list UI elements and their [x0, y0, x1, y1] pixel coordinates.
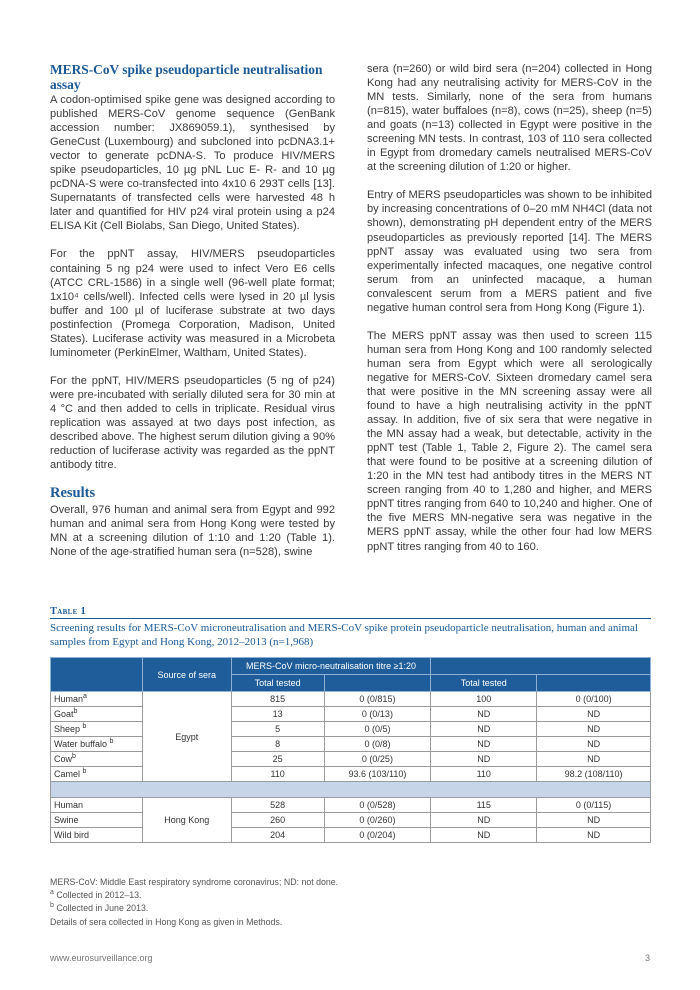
- cell-species: Goat$^b$: [51, 707, 143, 722]
- cell-mn-result: 0 (0/815): [324, 692, 431, 707]
- table-row: [51, 828, 651, 843]
- cell-pp-result: ND: [537, 813, 651, 828]
- section-heading-results: Results: [50, 485, 96, 502]
- table-1-block: [50, 606, 651, 843]
- cell-species: Camel $^b$: [51, 767, 143, 782]
- cell-species: Swine: [51, 813, 143, 828]
- header-mn-titre: MERS-CoV micro-neutralisation titre ≥1:20: [231, 658, 431, 675]
- table-row: [51, 692, 651, 707]
- cell-pp-result: 0 (0/115): [537, 798, 651, 813]
- header-total-tested: Total tested: [231, 675, 324, 692]
- cell-pp-result: ND: [537, 752, 651, 767]
- cell-mn-result: 0 (0/8): [324, 737, 431, 752]
- header-empty: [537, 675, 651, 692]
- cell-mn-result: 0 (0/260): [324, 813, 431, 828]
- cell-pp-result: ND: [537, 828, 651, 843]
- cell-total-tested: 25: [231, 752, 324, 767]
- cell-mn-result: 0 (0/528): [324, 798, 431, 813]
- right-column: [367, 62, 652, 568]
- cell-species: Cow$^b$: [51, 752, 143, 767]
- cell-species: Wild bird: [51, 828, 143, 843]
- cell-pp-total-tested: ND: [431, 813, 537, 828]
- footer-url[interactable]: www.eurosurveillance.org: [50, 953, 153, 963]
- footnote-details: Details of sera collected in Hong Kong as given in Methods.: [50, 916, 283, 927]
- table-row: [51, 722, 651, 737]
- cell-pp-total-tested: ND: [431, 737, 537, 752]
- paragraph: For the ppNT, HIV/MERS pseudoparticles (5 ng of p24) were pre-incubated with serially diluted sera for 30 min at 4 °C and then added to cells in triplicate. Residual virus replication was assayed at two days post infection, as described above. The highest serum dilution giving a 90% reduction of luciferase activity was regarded as the ppNT antibody titre.: [50, 374, 335, 472]
- cell-mn-result: 93.6 (103/110): [324, 767, 431, 782]
- cell-total-tested: 13: [231, 707, 324, 722]
- cell-species: Sheep $^b$: [51, 722, 143, 737]
- table-label: Table 1: [50, 606, 651, 619]
- left-column: [50, 62, 335, 573]
- cell-pp-total-tested: ND: [431, 722, 537, 737]
- egypt-rows: [51, 692, 651, 782]
- cell-total-tested: 528: [231, 798, 324, 813]
- cell-source: Hong Kong: [142, 798, 231, 843]
- hong-kong-rows: [51, 798, 651, 843]
- cell-pp-result: ND: [537, 707, 651, 722]
- header-source: Source of sera: [142, 658, 231, 692]
- paragraph: Overall, 976 human and animal sera from Egypt and 992 human and animal sera from Hong Kong were tested by MN at a screening dilution of 1:10 and 1:20 (Table 1). None of the age-stratified human sera (n=528), swine: [50, 504, 335, 559]
- cell-total-tested: 8: [231, 737, 324, 752]
- separator-row: [51, 782, 651, 798]
- section-heading-ppnt-assay: MERS-CoV spike pseudoparticle neutralisation assay: [50, 62, 323, 92]
- table-footnotes: [50, 876, 650, 929]
- table-row: [51, 813, 651, 828]
- cell-pp-result: ND: [537, 737, 651, 752]
- header-empty: [51, 658, 143, 692]
- page-number: 3: [644, 953, 650, 963]
- cell-total-tested: 260: [231, 813, 324, 828]
- footnote-abbreviations: MERS-CoV: Middle East respiratory syndrome coronavirus; ND: not done.: [50, 877, 339, 887]
- cell-total-tested: 204: [231, 828, 324, 843]
- table-row: [51, 737, 651, 752]
- paragraph: sera (n=260) or wild bird sera (n=204) collected in Hong Kong had any neutralising activity for MERS-CoV in the MN tests. Similarly, none of the sera from humans (n=815), water buffaloes (n=8), cows (n=25), sheep (n=5) and goats (n=13) collected in Egypt were positive in the screening MN tests. In contrast, 103 of 110 sera collected in Egypt from dromedary camels neutralised MERS-CoV at the screening dilution of 1:20 or higher.: [367, 63, 652, 174]
- cell-pp-total-tested: ND: [431, 707, 537, 722]
- page-footer: [50, 953, 650, 963]
- table-row: [51, 707, 651, 722]
- cell-mn-result: 0 (0/204): [324, 828, 431, 843]
- paragraph: The MERS ppNT assay was then used to screen 115 human sera from Hong Kong and 100 randomly selected human sera from Egypt which were all serologically negative for MERS-CoV. Sixteen dromedary camel sera that were positive in the MN screening assay were all found to have a high neutralising activity in the ppNT assay. In addition, five of six sera that were negative in the MN assay had a weak, but detectable, activity in the ppNT test (Table 1, Table 2, Figure 2). The camel sera that were found to be positive at a screening dilution of 1:20 in the MN test had antibody titres in the MERS NT screen ranging from 40 to 1,280 and higher, and MERS ppNT titres ranging from 640 to 10,240 and higher. One of the five MERS MN-negative sera was negative in the MERS ppNT assay, while the other four had low MERS ppNT titres ranging from 40 to 160.: [367, 329, 652, 553]
- separator-rows: [51, 782, 651, 798]
- paragraph: Entry of MERS pseudoparticles was shown to be inhibited by increasing concentrations of 0–20 mM NH4Cl (data not shown), demonstrating pH dependent entry of the MERS pseudoparticles as previously reported [14]. The MERS ppNT assay was evaluated using two sera from experimentally infected macaques, one negative control serum from an uninfected macaque, a human convalescent serum from a MERS patient and five negative human control sera from Hong Kong (Figure 1).: [367, 189, 652, 314]
- screening-results-table: [50, 657, 651, 843]
- cell-mn-result: 0 (0/25): [324, 752, 431, 767]
- cell-total-tested: 5: [231, 722, 324, 737]
- cell-pp-result: 98.2 (108/110): [537, 767, 651, 782]
- cell-pp-result: ND: [537, 722, 651, 737]
- cell-pp-total-tested: ND: [431, 828, 537, 843]
- cell-pp-total-tested: 115: [431, 798, 537, 813]
- header-total-tested: Total tested: [431, 675, 537, 692]
- footnote-a: $^a$ Collected in 2012–13.: [50, 889, 142, 901]
- cell-species: Human$^a$: [51, 692, 143, 707]
- cell-species: Human: [51, 798, 143, 813]
- table-row: [51, 798, 651, 813]
- cell-pp-total-tested: 110: [431, 767, 537, 782]
- cell-pp-result: 0 (0/100): [537, 692, 651, 707]
- cell-pp-total-tested: 100: [431, 692, 537, 707]
- table-caption: Screening results for MERS-CoV microneutralisation and MERS-CoV spike protein pseudoparticle neutralisation, human and animal samples from Egypt and Hong Kong, 2012–2013 (n=1,968): [50, 622, 638, 648]
- header-empty: [431, 658, 651, 675]
- footnote-b: $^b$ Collected in June 2013.: [50, 902, 149, 914]
- cell-pp-total-tested: ND: [431, 752, 537, 767]
- paragraph: For the ppNT assay, HIV/MERS pseudoparticles containing 5 ng p24 were used to infect Vero E6 cells (ATCC CRL-1586) in a single well (96-well plate format; 1x10⁴ cells/well). Infected cells were lysed in 20 µl lysis buffer and 100 µl of luciferase substrate at two days postinfection (Promega Corporation, Madison, United States). Luciferase activity was measured in a Microbeta luminometer (PerkinElmer, Waltham, United States).: [50, 248, 335, 359]
- cell-mn-result: 0 (0/5): [324, 722, 431, 737]
- table-row: [51, 752, 651, 767]
- header-empty: [324, 675, 431, 692]
- cell-total-tested: 110: [231, 767, 324, 782]
- cell-species: Water buffalo $^b$: [51, 737, 143, 752]
- table-row: [51, 767, 651, 782]
- paragraph: A codon-optimised spike gene was designed according to published MERS-CoV genome sequence (GenBank accession number: JX869059.1), synthesised by GeneCust (Luxembourg) and subcloned into pcDNA3.1+ vector to generate pcDNA-S. To produce HIV/MERS spike pseudoparticles, 10 µg pNL Luc E- R- and 10 µg pcDNA-S were co-transfected into 4x10 6 293T cells [13]. Supernatants of transfected cells were harvested 48 h later and quantified for HIV p24 viral protein using a p24 ELISA Kit (Cell Biolabs, San Diego, United States).: [50, 94, 335, 233]
- cell-mn-result: 0 (0/13): [324, 707, 431, 722]
- cell-total-tested: 815: [231, 692, 324, 707]
- cell-source: Egypt: [142, 692, 231, 782]
